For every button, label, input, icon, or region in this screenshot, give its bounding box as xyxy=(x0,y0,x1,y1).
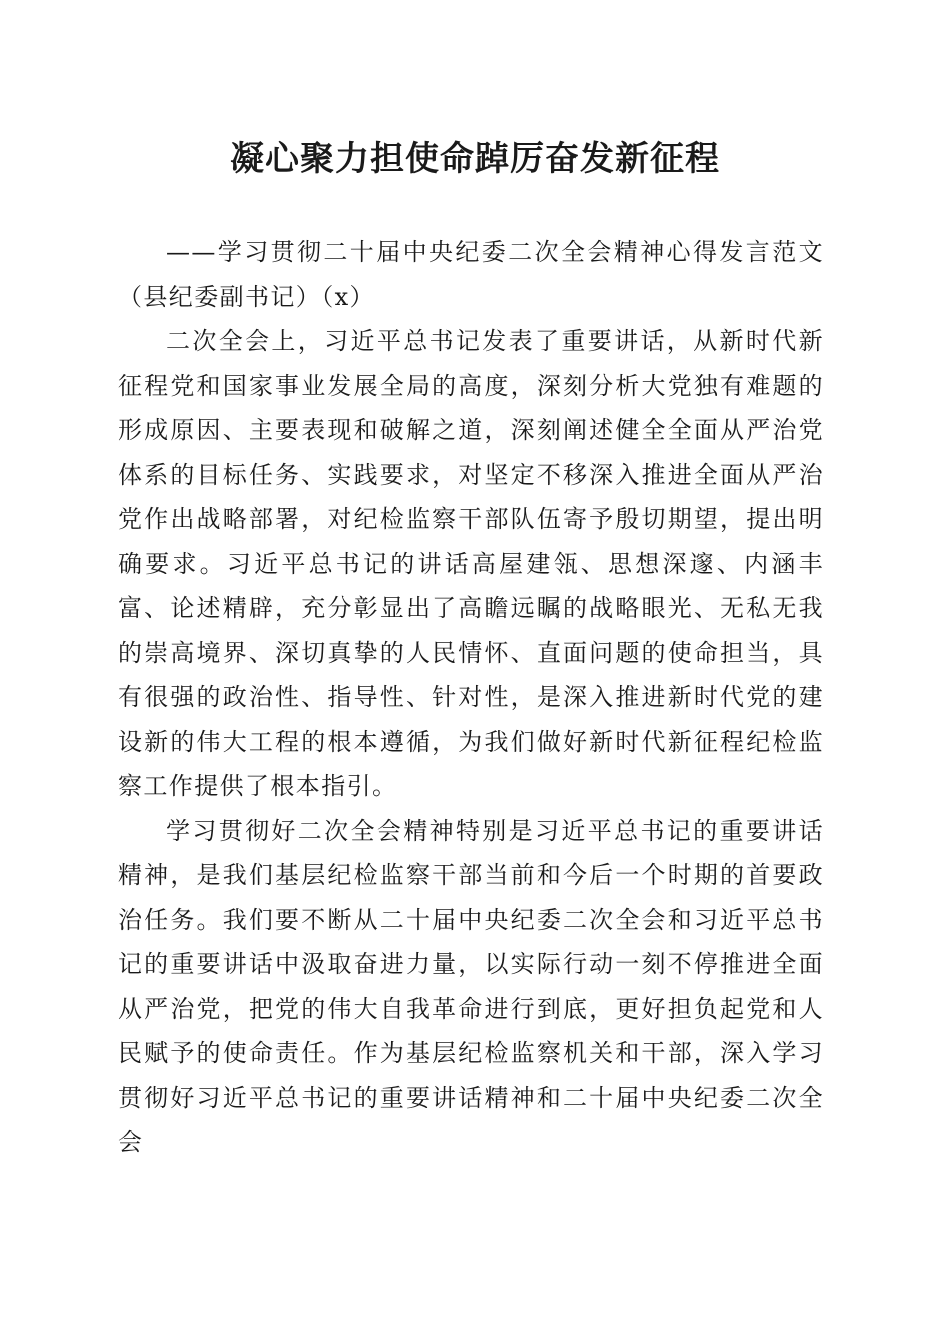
paragraph-2: 学习贯彻好二次全会精神特别是习近平总书记的重要讲话精神，是我们基层纪检监察干部当前和今后一个时期的首要政治任务。我们要不断从二十届中央纪委二次全会和习近平总书记的重要讲话中汲取奋进力量，以实际行动一刻不停推进全面从严治党，把党的伟大自我革命进行到底，更好担负起党和人民赋予的使命责任。作为基层纪检监察机关和干部，深入学习贯彻好习近平总书记的重要讲话精神和二十届中央纪委二次全会 xyxy=(118,816,824,1156)
document-subtitle: ——学习贯彻二十届中央纪委二次全会精神心得发言范文（县纪委副书记）（x） xyxy=(118,238,824,311)
document-title: 凝心聚力担使命踔厉奋发新征程 xyxy=(230,139,720,179)
paragraph-1: 二次全会上，习近平总书记发表了重要讲话，从新时代新征程党和国家事业发展全局的高度，深刻分析大党独有难题的形成原因、主要表现和破解之道，深刻阐述健全全面从严治党体系的目标任务、实践要求，对坚定不移深入推进全面从严治党作出战略部署，对纪检监察干部队伍寄予殷切期望，提出明确要求。习近平总书记的讲话高屋建瓴、思想深邃、内涵丰富、论述精辟，充分彰显出了高瞻远瞩的战略眼光、无私无我的崇高境界、深切真挚的人民情怀、直面问题的使命担当，具有很强的政治性、指导性、针对性，是深入推进新时代党的建设新的伟大工程的根本遵循，为我们做好新时代新征程纪检监察工作提供了根本指引。 xyxy=(118,327,824,800)
document-body xyxy=(118,230,824,1165)
